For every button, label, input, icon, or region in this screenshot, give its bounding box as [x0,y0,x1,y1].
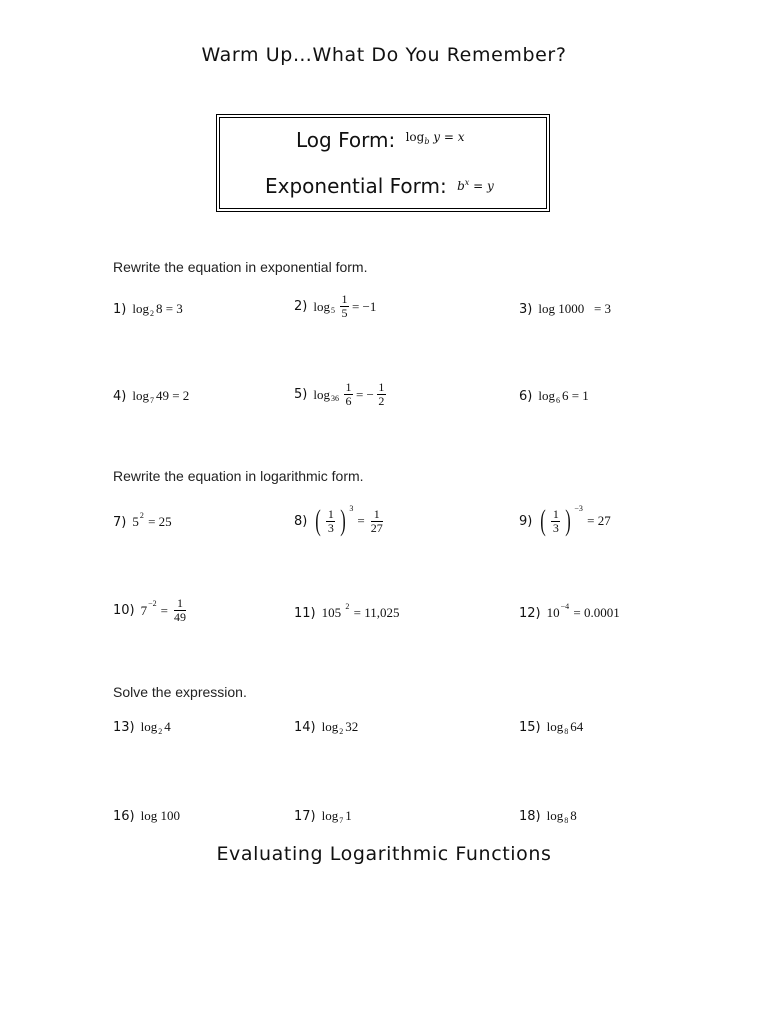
equation-rhs: = 1 [571,388,589,403]
problem-expression [313,503,385,537]
log-form-label: Log Form: [296,128,396,152]
fraction [551,508,560,535]
power-base: 7 [140,602,148,618]
problem-number: 6) [519,388,533,404]
rhs-fraction [371,508,383,535]
problem-3 [519,301,611,317]
problem-13 [113,719,171,735]
equation-rhs: = 25 [148,514,172,529]
problem-number: 11) [294,605,316,621]
fraction-denominator: 5 [341,306,348,320]
problem-expression [141,597,189,624]
left-paren: ( [540,504,547,537]
problem-5 [294,381,389,408]
problem-expression [313,381,389,408]
log-base: 5 [330,306,335,315]
power-base: 10 [546,605,560,620]
problem-expression [141,808,180,824]
log-form-row [296,128,465,152]
equation-sign: = − [355,386,374,402]
fraction-numerator: 1 [552,506,559,521]
problem-16 [113,808,180,824]
log-fn: log [140,719,158,734]
problem-17 [294,808,352,824]
fraction-denominator: 49 [173,610,186,624]
fraction [344,381,353,408]
problem-4 [113,388,189,404]
log-form-fn: log [405,130,425,144]
power-exponent: −4 [560,601,570,611]
problem-number: 7) [113,514,127,530]
power-exponent: −2 [148,599,157,608]
problem-9 [519,503,611,537]
problem-number: 16) [113,808,135,824]
problem-number: 1) [113,301,127,317]
problem-number: 8) [294,513,308,529]
section-instruction: Rewrite the equation in exponential form. [113,259,368,275]
exponential-form-expression [457,179,494,193]
problem-expression [132,301,182,317]
problem-14 [294,719,358,735]
log-argument: 8 [570,808,577,823]
log-fn: log [538,388,555,403]
equation-rhs: = 27 [587,513,611,528]
problem-number: 18) [519,808,541,824]
rhs-fraction [174,597,186,624]
log-fn: log [132,388,149,403]
log-argument: 1 [345,808,352,823]
problem-expression [141,719,171,735]
problem-7 [113,510,172,530]
section-title: Evaluating Logarithmic Functions [216,843,552,865]
equation-rhs: = 2 [172,388,190,403]
log-form-expression [406,130,465,144]
log-fn: log [140,808,158,823]
log-base: 8 [564,726,569,736]
power-exponent: 2 [345,601,350,611]
problem-expression [547,719,584,735]
log-base: 36 [330,394,339,403]
power-exponent: 2 [139,510,144,520]
log-fn: log [546,808,564,823]
fraction-denominator: 3 [327,520,334,535]
log-form-base: b [424,137,430,146]
log-fn: log [321,719,339,734]
problem-expression [313,293,376,320]
problem-2 [294,293,376,320]
right-paren: ) [340,504,347,537]
problem-number: 15) [519,719,541,735]
log-fn: log [132,301,149,316]
problem-18 [519,808,577,824]
log-argument: 1000 [558,301,585,316]
problem-10 [113,597,189,624]
power-exponent: −3 [574,503,583,513]
log-base: 6 [555,395,560,405]
power-exponent: 3 [349,503,354,513]
exp-form-exponent: x [464,178,470,187]
problem-expression [322,719,359,735]
power-base: 105 [321,605,342,620]
fraction [326,508,335,535]
problem-expression [132,510,172,530]
page-title: Warm Up…What Do You Remember? [201,44,567,66]
problem-number: 5) [294,387,308,402]
fraction-denominator: 6 [345,394,352,408]
definition-box-inner [219,117,547,209]
fraction-numerator: 1 [176,596,183,610]
problem-8 [294,503,386,537]
log-fn: log [313,298,330,314]
log-argument: 49 [155,388,169,403]
fraction-denominator: 3 [552,520,559,535]
fraction-numerator: 1 [341,292,348,306]
problem-number: 2) [294,299,308,314]
problem-expression [322,808,352,824]
problem-number: 14) [294,719,316,735]
log-fn: log [538,301,555,316]
rhs-fraction [377,381,386,408]
equation-rhs: = −1 [351,298,377,314]
problem-6 [519,388,589,404]
problem-number: 4) [113,388,127,404]
problem-number: 12) [519,605,541,621]
log-fn: log [546,719,564,734]
equals-sign: = [160,602,168,618]
fraction-numerator: 1 [327,506,334,521]
problem-number: 13) [113,719,135,735]
problem-expression [132,388,189,404]
fraction-numerator: 1 [373,506,380,521]
fraction-denominator: 2 [378,394,385,408]
log-base: 2 [149,308,154,318]
fraction-denominator: 27 [370,520,383,535]
problem-15 [519,719,583,735]
problem-number: 3) [519,301,533,317]
log-argument: 6 [561,388,569,403]
exp-form-rest: = y [473,179,494,193]
exp-form-base: b [457,179,465,193]
log-base: 2 [158,726,163,736]
problem-expression [538,503,611,537]
equation-rhs: = 3 [165,301,183,316]
fraction [340,293,349,320]
problem-1 [113,301,183,317]
log-fn: log [321,808,339,823]
equation-rhs: = 3 [593,301,612,316]
equation-rhs: = 11,025 [353,605,400,620]
left-paren: ( [315,504,322,537]
problem-11 [294,601,400,621]
problem-expression [547,808,577,824]
log-argument: 32 [345,719,359,734]
exponential-form-label: Exponential Form: [265,174,447,198]
problem-expression [546,601,620,621]
equals-sign: = [357,513,365,528]
problem-number: 17) [294,808,316,824]
log-form-rest: y = x [433,130,465,144]
problem-expression [321,601,400,621]
problem-number: 9) [519,513,533,529]
problem-expression [538,388,588,404]
log-argument: 64 [570,719,584,734]
section-instruction: Solve the expression. [113,684,247,700]
problem-12 [519,601,620,621]
log-base: 7 [149,395,154,405]
power-base: 5 [132,514,139,529]
exponential-form-row [265,174,494,198]
log-base: 7 [339,815,344,825]
log-argument: 100 [160,808,180,823]
right-paren: ) [565,504,572,537]
log-fn: log [313,386,330,402]
fraction-numerator: 1 [345,380,352,394]
problem-expression [538,301,611,317]
definition-box [216,114,550,212]
log-argument: 8 [155,301,163,316]
log-base: 8 [564,815,569,825]
problem-number: 10) [113,603,135,618]
log-argument: 4 [164,719,171,734]
log-base: 2 [339,726,344,736]
equation-rhs: = 0.0001 [573,605,620,620]
section-instruction: Rewrite the equation in logarithmic form. [113,468,364,484]
fraction-numerator: 1 [378,380,385,394]
